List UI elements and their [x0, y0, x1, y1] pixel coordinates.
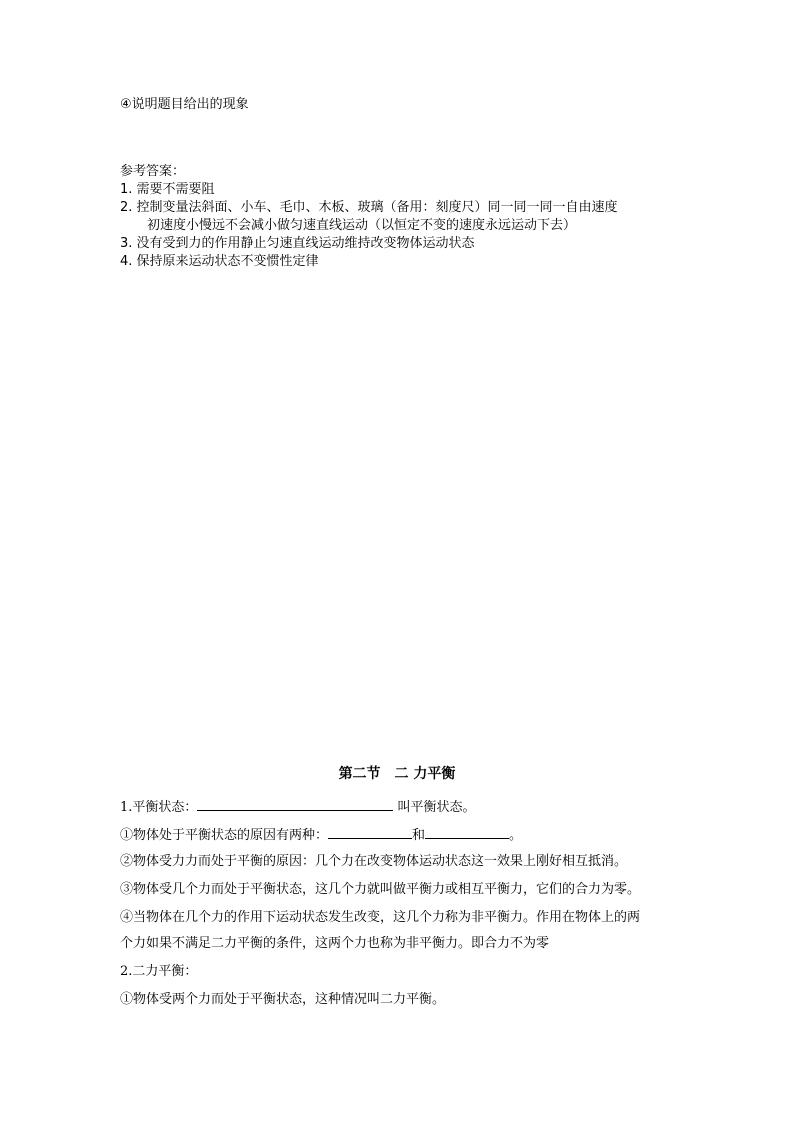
answer-line-2-continued: 初速度小慢远不会减小做匀速直线运动（以恒定不变的速度永远运动下去）: [147, 218, 577, 233]
answer-line-2: 2. 控制变量法斜面、小车、毛巾、木板、玻璃（备用：刻度尺）同一同一同一自由速度: [120, 200, 618, 215]
balance-cause-item: ②物体受力力而处于平衡的原因：几个力在改变物体运动状态这一效果上刚好相互抵消。: [120, 854, 628, 869]
unbalanced-forces-line-2: 个力如果不满足二力平衡的条件，这两个力也称为非平衡力。即合力不为零: [120, 936, 550, 951]
balance-state-blank[interactable]: [197, 797, 393, 811]
balance-reasons-suffix: 。: [509, 828, 523, 843]
answers-heading: 参考答案：: [120, 164, 186, 179]
balance-state-item: [120, 797, 476, 817]
two-force-balance-heading: 2.二力平衡：: [120, 964, 198, 979]
balance-reasons-and: 和: [412, 828, 426, 843]
balance-reasons-prefix: ①物体处于平衡状态的原因有两种：: [120, 828, 329, 843]
answer-line-3: 3. 没有受到力的作用静止匀速直线运动维持改变物体运动状态: [120, 236, 475, 251]
answer-line-1: 1. 需要不需要阻: [120, 182, 215, 197]
two-force-balance-definition: ①物体受两个力而处于平衡状态，这种情况叫二力平衡。: [120, 992, 446, 1007]
balance-reasons-item: [120, 825, 522, 845]
answer-line-4: 4. 保持原来运动状态不变惯性定律: [120, 254, 319, 269]
phenomenon-item: ④说明题目给出的现象: [120, 97, 249, 112]
balance-state-suffix: 叫平衡状态。: [393, 800, 476, 815]
balance-forces-item: ③物体受几个力而处于平衡状态，这几个力就叫做平衡力或相互平衡力，它们的合力为零。: [120, 882, 641, 897]
balance-state-prefix: 1.平衡状态：: [120, 800, 198, 815]
unbalanced-forces-line-1: ④当物体在几个力的作用下运动状态发生改变，这几个力称为非平衡力。作用在物体上的两: [120, 910, 641, 925]
balance-reason-blank-2[interactable]: [425, 825, 509, 839]
balance-reason-blank-1[interactable]: [328, 825, 412, 839]
section-title: 第二节 二 力平衡: [338, 766, 456, 782]
